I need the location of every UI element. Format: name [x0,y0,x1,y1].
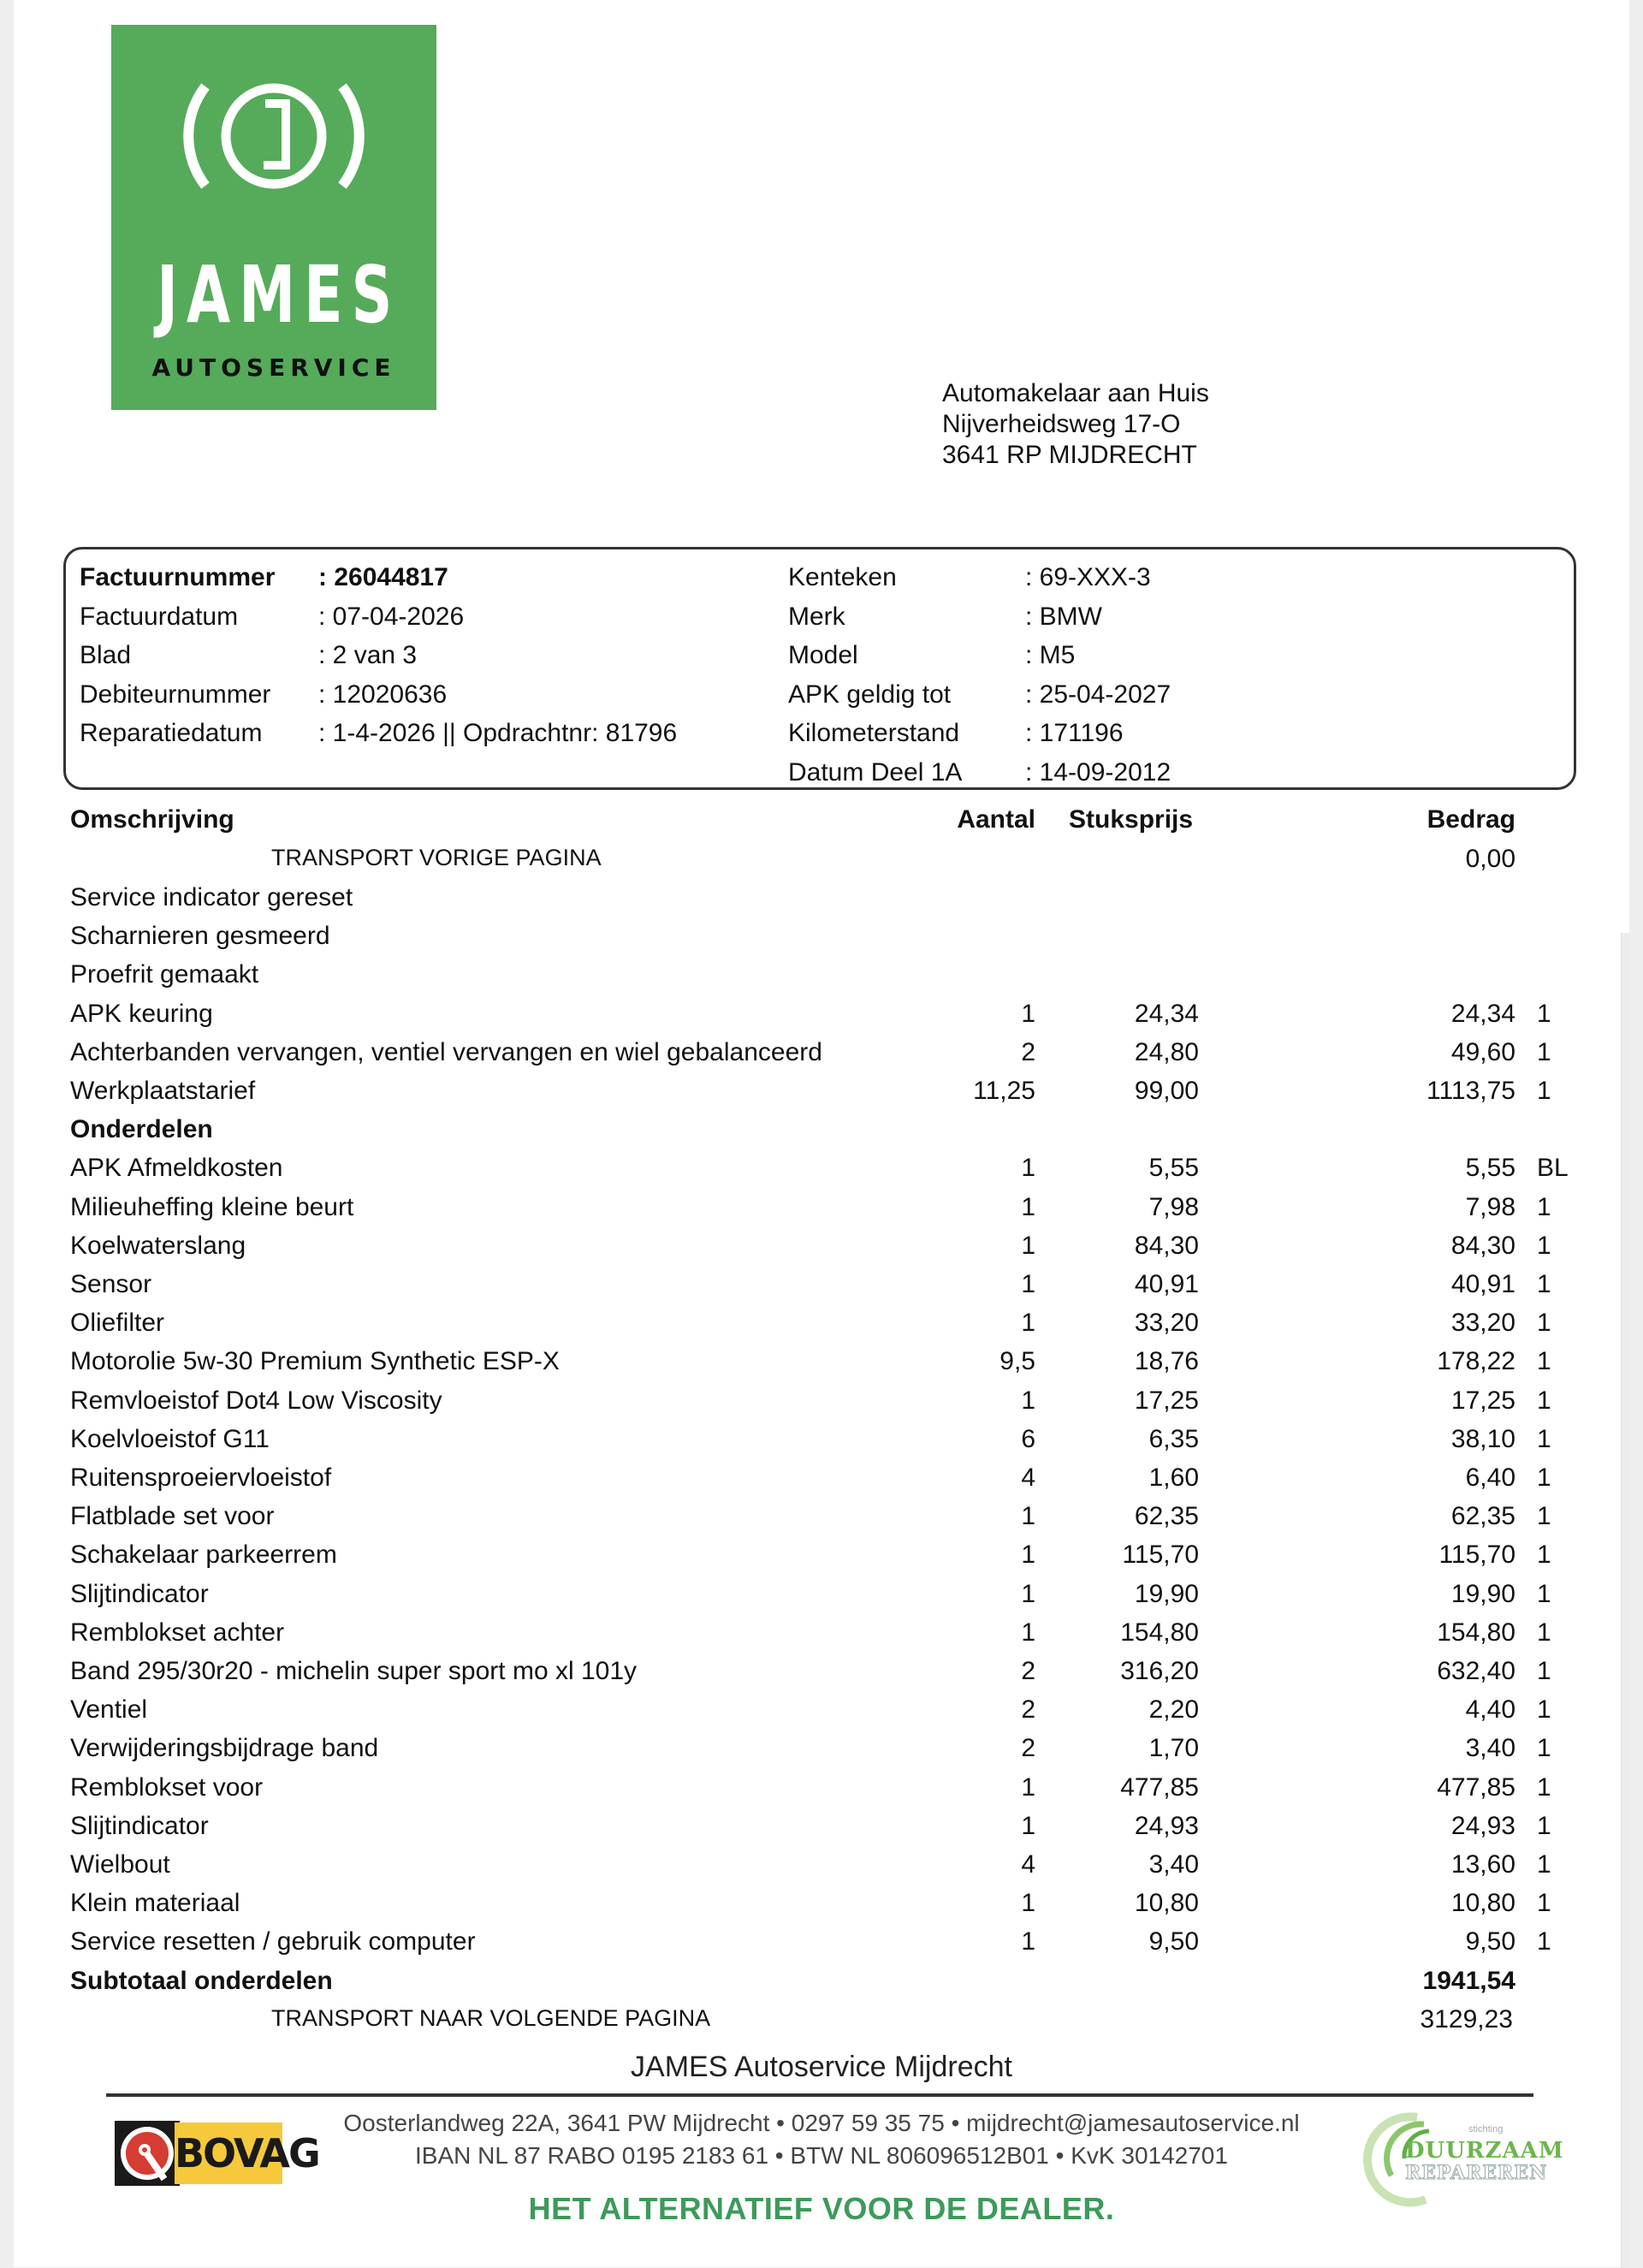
item-description: Klein materiaal [70,1889,240,1918]
item-unit-price: 19,90 [1134,1579,1199,1608]
item-quantity: 9,5 [999,1347,1035,1376]
item-amount: 477,85 [1437,1772,1515,1802]
item-vat-code: 1 [1537,1231,1551,1260]
table-row [0,883,1643,922]
item-amount: 49,60 [1450,1037,1515,1066]
header-amount: Bedrag [1427,805,1515,834]
table-row [0,960,1643,999]
item-unit-price: 5,55 [1148,1154,1199,1183]
table-row [0,1773,1643,1812]
info-value: : 26044817 [318,563,448,591]
item-description: Wielbout [70,1850,170,1879]
item-vat-code: 1 [1537,1541,1551,1570]
table-row [0,1695,1643,1734]
item-amount: 84,30 [1450,1231,1515,1260]
item-vat-code: 1 [1537,1502,1551,1531]
item-description: Flatblade set voor [70,1502,275,1531]
item-unit-price: 7,98 [1148,1192,1199,1221]
footer-divider [106,2093,1533,2097]
item-quantity: 1 [1021,1927,1035,1956]
info-label: Factuurdatum [80,602,239,631]
table-row [0,1812,1643,1850]
item-vat-code: 1 [1537,999,1551,1028]
info-value: : 1-4-2026 || Opdrachtnr: 81796 [318,719,678,747]
table-row [0,1927,1643,1966]
item-description: Remvloeistof Dot4 Low Viscosity [70,1386,442,1415]
item-amount: 17,25 [1450,1386,1515,1415]
item-vat-code: 1 [1537,1270,1551,1298]
table-row [0,1077,1643,1115]
item-amount: 24,93 [1450,1811,1515,1840]
item-unit-price: 17,25 [1134,1386,1199,1415]
item-unit-price: 316,20 [1120,1657,1199,1685]
item-vat-code: 1 [1537,1579,1551,1608]
item-vat-code: 1 [1537,1734,1551,1763]
item-vat-code: 1 [1537,1695,1551,1725]
item-quantity: 1 [1021,1192,1035,1221]
footer-contact-address: Oosterlandweg 22A, 3641 PW Mijdrecht • 0297 59 35 75 • mijdrecht@jamesautoservice.nl [343,2110,1300,2136]
item-description: Scharnieren gesmeerd [70,922,330,951]
item-vat-code: 1 [1537,1927,1551,1956]
item-vat-code: 1 [1537,1657,1551,1685]
transport-previous-row [0,845,1643,883]
item-amount: 1113,75 [1427,1077,1515,1105]
item-amount: 10,80 [1450,1889,1515,1918]
table-row [0,1270,1643,1309]
item-amount: 33,20 [1450,1309,1515,1338]
item-vat-code: 1 [1537,1309,1551,1338]
item-quantity: 1 [1021,1618,1035,1647]
item-description: APK Afmeldkosten [70,1154,283,1183]
recipient-address [942,378,1209,471]
item-quantity: 1 [1021,1386,1035,1415]
item-description: Koelwaterslang [70,1231,246,1260]
item-vat-code: 1 [1537,1347,1551,1376]
table-row [0,1502,1643,1541]
item-vat-code: 1 [1537,1889,1551,1918]
item-description: Service resetten / gebruik computer [70,1927,476,1956]
item-vat-code: 1 [1537,1464,1551,1492]
item-description: Werkplaatstarief [70,1077,256,1105]
item-unit-price: 9,50 [1148,1927,1199,1956]
item-quantity: 1 [1021,1889,1035,1918]
table-row [0,1000,1643,1038]
info-value: : 07-04-2026 [318,602,465,631]
james-autoservice-logo [111,25,436,410]
item-amount: 7,98 [1465,1192,1515,1221]
subtotal-row [0,1967,1643,2005]
table-row [0,1850,1643,1889]
item-unit-price: 3,40 [1148,1850,1199,1879]
info-value: : 171196 [1025,719,1124,747]
item-quantity: 1 [1021,1579,1035,1608]
table-row [0,1464,1643,1502]
recipient-city: 3641 RP MIJDRECHT [942,441,1197,469]
item-unit-price: 2,20 [1148,1695,1199,1725]
table-row [0,1309,1643,1347]
item-amount: 178,22 [1437,1347,1515,1376]
item-description: Band 295/30r20 - michelin super sport mo xl 101y [70,1657,638,1685]
item-quantity: 1 [1021,1772,1035,1802]
item-amount: 632,40 [1437,1657,1515,1685]
item-unit-price: 1,60 [1148,1464,1199,1492]
item-description: Remblokset achter [70,1618,285,1647]
info-label: Debiteurnummer [80,680,271,709]
info-value: : 2 van 3 [318,641,418,669]
item-vat-code: 1 [1537,1424,1551,1453]
subtotal-label: Subtotaal onderdelen [70,1966,333,1995]
item-quantity: 4 [1021,1850,1035,1879]
item-description: Service indicator gereset [70,883,353,911]
item-amount: 115,70 [1438,1541,1515,1570]
item-description: Slijtindicator [70,1811,209,1840]
item-vat-code: 1 [1537,1386,1551,1415]
item-unit-price: 33,20 [1134,1309,1199,1338]
item-unit-price: 18,76 [1134,1347,1199,1376]
item-unit-price: 99,00 [1134,1077,1199,1105]
item-description: Proefrit gemaakt [70,960,259,989]
item-quantity: 11,25 [973,1077,1035,1105]
info-label: Blad [80,641,132,669]
item-description: Verwijderingsbijdrage band [70,1734,379,1763]
item-unit-price: 477,85 [1120,1772,1199,1802]
duurzaam-small-label: stichting [1468,2124,1504,2134]
transport-previous-amount: 0,00 [1465,845,1515,873]
logo-subtitle: AUTOSERVICE [151,353,396,382]
header-description: Omschrijving [70,805,234,834]
item-amount: 4,40 [1465,1695,1515,1725]
item-amount: 6,40 [1465,1464,1515,1492]
item-amount: 9,50 [1465,1927,1515,1956]
info-value: : 14-09-2012 [1025,757,1171,787]
item-quantity: 2 [1021,1037,1035,1066]
item-amount: 154,80 [1437,1618,1515,1647]
item-amount: 5,55 [1465,1154,1515,1183]
item-unit-price: 154,80 [1120,1618,1199,1647]
info-value: : 12020636 [318,680,448,709]
item-vat-code: 1 [1537,1077,1551,1105]
item-unit-price: 10,80 [1134,1889,1199,1918]
item-description: Sensor [70,1270,152,1298]
info-label: Datum Deel 1A [788,757,963,787]
item-vat-code: 1 [1537,1811,1551,1840]
info-label: Model [788,641,858,669]
item-description: Ruitensproeiervloeistof [70,1464,332,1492]
item-quantity: 1 [1021,1270,1035,1298]
header-unit-price: Stuksprijs [1069,805,1194,834]
item-vat-code: BL [1537,1154,1569,1183]
item-unit-price: 115,70 [1122,1541,1199,1570]
item-description: Motorolie 5w-30 Premium Synthetic ESP-X [70,1347,560,1376]
item-description: Slijtindicator [70,1579,209,1608]
logo-brand: JAMES [157,249,401,341]
info-value: : 25-04-2027 [1025,680,1171,709]
item-vat-code: 1 [1537,1618,1551,1647]
item-quantity: 1 [1021,1309,1035,1338]
header-quantity: Aantal [957,805,1035,834]
table-row [0,922,1643,960]
item-description: APK keuring [70,999,213,1028]
table-row [0,1425,1643,1464]
parts-heading-row [0,1115,1643,1154]
brake-j-icon [111,25,436,247]
table-row [0,1618,1643,1657]
recipient-name: Automakelaar aan Huis [942,379,1209,407]
transport-next-label: TRANSPORT NAAR VOLGENDE PAGINA [271,2004,711,2031]
recipient-street: Nijverheidsweg 17-O [942,410,1181,438]
item-description: Milieuheffing kleine beurt [70,1192,354,1221]
item-quantity: 1 [1021,1231,1035,1260]
item-quantity: 2 [1021,1657,1035,1685]
item-description: Koelvloeistof G11 [70,1424,270,1453]
item-vat-code: 1 [1537,1772,1551,1802]
duurzaam-repareren-logo [1357,2107,1564,2210]
table-row [0,1193,1643,1232]
parts-heading: Onderdelen [70,1115,213,1144]
item-description: Oliefilter [70,1309,165,1338]
item-quantity: 4 [1021,1464,1035,1492]
item-amount: 40,91 [1450,1270,1515,1298]
item-unit-price: 24,34 [1134,999,1199,1028]
info-label: Merk [788,602,845,631]
transport-next-row [0,2005,1643,2044]
item-quantity: 2 [1021,1734,1035,1763]
info-label: Kilometerstand [788,719,960,747]
item-quantity: 2 [1021,1695,1035,1725]
subtotal-amount: 1941,54 [1422,1966,1515,1995]
item-vat-code: 1 [1537,1037,1551,1066]
item-quantity: 6 [1021,1424,1035,1453]
duurzaam-line1: DUURZAAM [1405,2138,1564,2164]
table-row [0,1580,1643,1618]
item-unit-price: 24,80 [1134,1037,1199,1066]
item-description: Schakelaar parkeerrem [70,1541,337,1570]
item-amount: 38,10 [1450,1424,1515,1453]
item-amount: 19,90 [1450,1579,1515,1608]
item-unit-price: 84,30 [1134,1231,1199,1260]
duurzaam-line2: REPAREREN [1405,2162,1548,2184]
item-amount: 24,34 [1450,999,1515,1028]
bovag-label: BOVAG [175,2123,282,2184]
item-description: Achterbanden vervangen, ventiel vervangen en wiel gebalanceerd [70,1037,822,1066]
item-description: Ventiel [70,1695,148,1725]
item-unit-price: 1,70 [1148,1734,1199,1763]
table-row [0,1347,1643,1386]
item-vat-code: 1 [1537,1192,1551,1221]
item-unit-price: 6,35 [1148,1424,1199,1453]
item-amount: 62,35 [1450,1502,1515,1531]
info-label: APK geldig tot [788,680,952,709]
info-value: : M5 [1025,641,1076,669]
footer-contact-bank: IBAN NL 87 RABO 0195 2183 61 • BTW NL 806096512B01 • KvK 30142701 [415,2142,1228,2169]
info-value: : BMW [1025,602,1102,631]
item-unit-price: 62,35 [1134,1502,1199,1531]
info-value: : 69-XXX-3 [1025,563,1151,591]
item-unit-price: 40,91 [1134,1270,1199,1298]
footer-slogan: HET ALTERNATIEF VOOR DE DEALER. [528,2191,1115,2226]
table-row [0,1232,1643,1270]
item-quantity: 1 [1021,1541,1035,1570]
footer-company-name: JAMES Autoservice Mijdrecht [631,2051,1012,2083]
item-quantity: 1 [1021,1154,1035,1183]
table-row [0,1386,1643,1425]
item-quantity: 1 [1021,1811,1035,1840]
transport-next-amount: 3129,23 [1420,2004,1513,2033]
table-row [0,1541,1643,1579]
item-quantity: 1 [1021,999,1035,1028]
item-amount: 3,40 [1465,1734,1515,1763]
info-label: Factuurnummer [80,563,276,591]
info-label: Kenteken [788,563,897,591]
table-row [0,1038,1643,1077]
transport-previous-label: TRANSPORT VORIGE PAGINA [271,845,602,870]
table-row [0,1154,1643,1192]
table-row [0,1889,1643,1927]
table-row [0,1657,1643,1695]
item-vat-code: 1 [1537,1850,1551,1879]
table-row [0,1734,1643,1772]
item-amount: 13,60 [1450,1850,1515,1879]
table-header [0,805,1643,844]
item-quantity: 1 [1021,1502,1035,1531]
info-label: Reparatiedatum [80,719,263,747]
item-description: Remblokset voor [70,1772,264,1802]
item-unit-price: 24,93 [1134,1811,1199,1840]
